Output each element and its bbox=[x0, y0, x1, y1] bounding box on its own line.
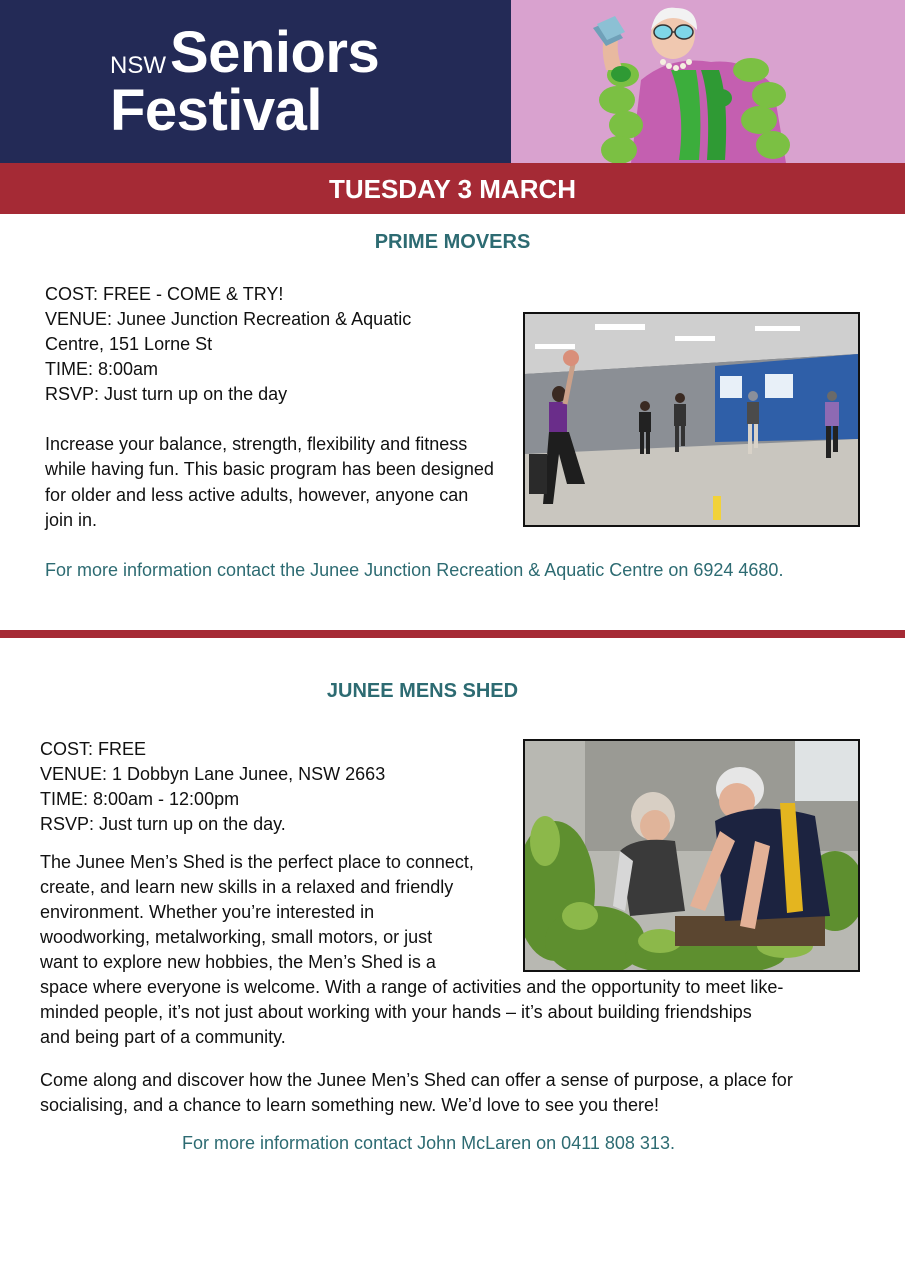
description-line: and being part of a community. bbox=[40, 1027, 286, 1047]
detail-venue: VENUE: 1 Dobbyn Lane Junee, NSW 2663 bbox=[40, 764, 386, 784]
description-line: environment. Whether you’re interested in bbox=[40, 902, 375, 922]
description-line: woodworking, metalworking, small motors, or just bbox=[40, 927, 433, 947]
photo-fitness-class bbox=[523, 312, 860, 527]
event-description-prime-movers: Increase your balance, strength, flexibility and fitness while having fun. This basic program has been designed for older and less active adults, however, anyone can join in. bbox=[45, 434, 494, 530]
event-title-mens-shed: JUNEE MENS SHED bbox=[326, 680, 519, 702]
description-line: The Junee Men’s Shed is the perfect place to connect, bbox=[40, 852, 474, 872]
detail-time: TIME: 8:00am - 12:00pm bbox=[40, 789, 240, 809]
event-contact-mens-shed: For more information contact John McLaren on 0411 808 313. bbox=[182, 1133, 675, 1153]
event-title-prime-movers: PRIME MOVERS bbox=[374, 231, 531, 253]
logo-nsw: NSW bbox=[110, 52, 166, 79]
gardening-illustration bbox=[525, 741, 858, 970]
hero-image bbox=[511, 0, 905, 163]
closing-line: Come along and discover how the Junee Men’s Shed can offer a sense of purpose, a place for bbox=[40, 1070, 793, 1090]
detail-time: TIME: 8:00am bbox=[45, 359, 159, 379]
description-line: want to explore new hobbies, the Men’s Shed is a bbox=[40, 952, 436, 972]
logo-seniors: Seniors bbox=[170, 20, 380, 85]
date-banner: TUESDAY 3 MARCH bbox=[0, 163, 905, 214]
logo-festival: Festival bbox=[110, 78, 322, 143]
detail-rsvp: RSVP: Just turn up on the day. bbox=[40, 814, 286, 834]
event-closing-mens-shed bbox=[40, 1068, 793, 1118]
hero-illustration bbox=[511, 0, 905, 163]
event-details-prime-movers bbox=[45, 282, 411, 407]
closing-line: socialising, and a chance to learn something new. We’d love to see you there! bbox=[40, 1095, 660, 1115]
fitness-class-illustration bbox=[525, 314, 858, 525]
section-divider bbox=[0, 630, 905, 638]
description-line: create, and learn new skills in a relaxed and friendly bbox=[40, 877, 454, 897]
detail-cost: COST: FREE - COME & TRY! bbox=[45, 284, 284, 304]
detail-venue: VENUE: Junee Junction Recreation & Aquatic bbox=[45, 309, 412, 329]
photo-mens-shed-gardening bbox=[523, 739, 860, 972]
detail-cost: COST: FREE bbox=[40, 739, 147, 759]
description-line: minded people, it’s not just about working with your hands – it’s about building friendships bbox=[40, 1002, 752, 1022]
description-line: space where everyone is welcome. With a range of activities and the opportunity to meet like- bbox=[40, 977, 784, 997]
detail-venue-cont: Centre, 151 Lorne St bbox=[45, 334, 213, 354]
festival-logo-panel bbox=[0, 0, 511, 163]
event-contact-prime-movers: For more information contact the Junee Junction Recreation & Aquatic Centre on 6924 4680. bbox=[45, 560, 784, 580]
event-details-mens-shed bbox=[40, 737, 385, 837]
detail-rsvp: RSVP: Just turn up on the day bbox=[45, 384, 288, 404]
